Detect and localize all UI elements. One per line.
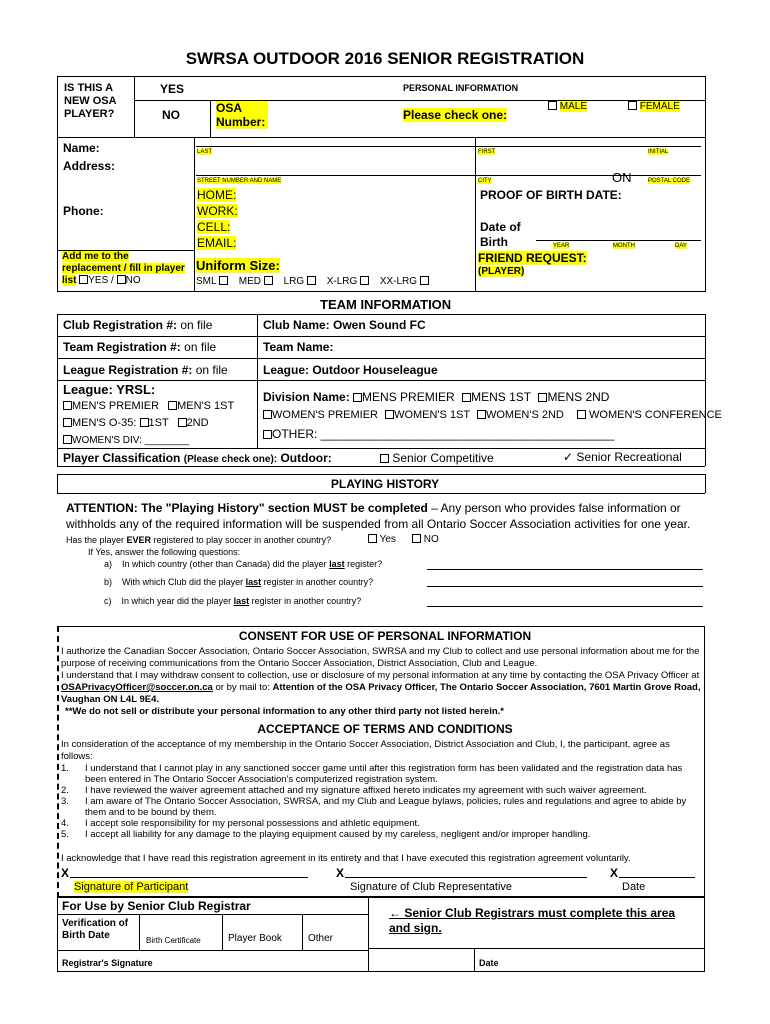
league-name: League: Outdoor Houseleague [263, 363, 438, 377]
ever-yes-checkbox[interactable] [368, 534, 377, 543]
replacement-yes-checkbox[interactable] [79, 275, 88, 284]
consent-p2b: or by mail to: [212, 682, 273, 693]
address-label: Address: [63, 159, 116, 173]
mens-o35-row [63, 417, 209, 429]
senior-recreational-option[interactable] [563, 450, 682, 464]
senior-competitive-label: Senior Competitive [392, 451, 494, 465]
club-registration [63, 318, 212, 332]
female-option[interactable] [628, 101, 680, 112]
size-xlrg-checkbox[interactable] [360, 276, 369, 285]
league-reg-value: on file [195, 363, 228, 377]
attention-paragraph [66, 500, 706, 532]
question-a [104, 559, 382, 569]
terms-item [61, 763, 701, 785]
div-womens-2nd-checkbox[interactable] [477, 410, 486, 419]
qb-last: last [245, 577, 262, 587]
dob-year-label: YEAR [553, 243, 570, 249]
question-b [104, 577, 373, 587]
senior-recreational-label: Senior Recreational [576, 450, 682, 464]
signature-participant-label[interactable]: Signature of Participant [74, 881, 189, 893]
last-name-label: LAST [197, 149, 213, 155]
female-checkbox[interactable] [628, 101, 637, 110]
qb-pre: With which Club did the player [122, 577, 246, 587]
senior-competitive-option[interactable] [380, 451, 494, 465]
consent-body [61, 646, 701, 718]
division-row2 [263, 409, 722, 421]
o35-2nd-checkbox[interactable] [178, 418, 187, 427]
terms-item-number: 1. [61, 763, 69, 774]
team-name: Team Name: [263, 340, 334, 354]
div-womens-1st-label: WOMEN'S 1ST [394, 409, 470, 421]
rep-x: X [336, 866, 345, 880]
cell-phone-label: CELL: [197, 220, 231, 234]
terms-body [61, 739, 701, 840]
womens-div-checkbox[interactable] [63, 435, 72, 444]
acknowledgement: I acknowledge that I have read this registration agreement in its entirety and that I have executed this registration agreement voluntarily. [61, 853, 631, 864]
new-player-yes[interactable]: YES [160, 82, 185, 96]
uniform-size-options [196, 276, 429, 287]
registrar-date-label[interactable]: Date [479, 958, 499, 968]
qb-letter: b) [104, 577, 113, 587]
league-yrsl [63, 382, 155, 397]
registrar-heading: For Use by Senior Club Registrar [62, 899, 251, 913]
terms-item [61, 829, 701, 840]
registrar-signature-label[interactable]: Registrar's Signature [62, 958, 153, 968]
if-yes-instruction: If Yes, answer the following questions: [88, 547, 241, 557]
division-other-row [263, 427, 614, 441]
team-registration [63, 340, 216, 354]
personal-info-heading: PERSONAL INFORMATION [403, 83, 519, 93]
birth-certificate-option[interactable]: Birth Certificate [146, 936, 201, 945]
mens-o35-checkbox[interactable] [63, 418, 72, 427]
team-reg-label: Team Registration #: [63, 340, 181, 354]
terms-item-number: 3. [61, 796, 69, 807]
consent-p2c: Attention of the OSA Privacy Officer, The Ontario Soccer Association, 7601 Martin Grove Road, Vaughan ON L4L 9E4. [61, 682, 701, 705]
male-label: MALE [559, 101, 588, 112]
outdoor-label: Outdoor: [280, 451, 332, 465]
club-name: Club Name: Owen Sound FC [263, 318, 426, 332]
friend-request-label: FRIEND REQUEST: [478, 251, 587, 265]
terms-item-number: 2. [61, 785, 69, 796]
size-lrg-checkbox[interactable] [307, 276, 316, 285]
uniform-size-label: Uniform Size: [196, 258, 280, 273]
participant-x: X [61, 866, 70, 880]
attention-rest: – Any person who provides false information or withholds any of the required information will be suspended from all Ontario Soccer Association activities for one year. [66, 501, 691, 531]
terms-item-text: I accept all liability for any damage to the playing equipment caused by my careless, negligent and/or improper handling. [85, 829, 591, 840]
male-option[interactable] [548, 101, 587, 112]
div-mens-2nd-label: MENS 2ND [547, 390, 610, 404]
postal-code-label: POSTAL CODE [648, 178, 691, 184]
team-reg-value: on file [184, 340, 217, 354]
qc-last: last [233, 596, 250, 606]
verification-label: Verification of Birth Date [62, 918, 129, 941]
league-reg-label: League Registration #: [63, 363, 193, 377]
player-book-option[interactable]: Player Book [228, 933, 282, 944]
size-sml-checkbox[interactable] [219, 276, 228, 285]
phone-label: Phone: [63, 204, 104, 218]
mens-divisions-row1 [63, 400, 234, 412]
ever-registered-yes[interactable] [368, 534, 396, 545]
terms-heading: ACCEPTANCE OF TERMS AND CONDITIONS [257, 722, 513, 736]
div-mens-premier-label: MENS PREMIER [362, 390, 455, 404]
signature-rep-label[interactable]: Signature of Club Representative [350, 881, 513, 893]
o35-1st-checkbox[interactable] [140, 418, 149, 427]
qc-letter: c) [104, 596, 112, 606]
div-mens-1st-checkbox[interactable] [462, 393, 471, 402]
qa-post: register? [344, 559, 383, 569]
name-label: Name: [63, 141, 100, 155]
date-x: X [610, 866, 619, 880]
terms-item [61, 796, 701, 818]
mens-1st-checkbox[interactable] [168, 401, 177, 410]
div-other-checkbox[interactable] [263, 430, 272, 439]
div-other-label[interactable]: OTHER: ____________________________________________ [272, 427, 615, 441]
privacy-email-link[interactable]: OSAPrivacyOfficer@soccer.on.ca [61, 682, 213, 693]
work-phone-label: WORK: [197, 204, 238, 218]
qa-pre: In which country (other than Canada) did the player [122, 559, 330, 569]
division-label: Division Name: [263, 390, 350, 404]
div-mens-premier-checkbox[interactable] [353, 393, 362, 402]
province-value: ON [612, 170, 632, 185]
senior-competitive-checkbox[interactable] [380, 454, 389, 463]
terms-item-text: I accept sole responsibility for my personal possessions and athletic equipment. [85, 818, 420, 829]
male-checkbox[interactable] [548, 101, 557, 110]
div-womens-1st-checkbox[interactable] [385, 410, 394, 419]
consent-p1: I authorize the Canadian Soccer Association, Ontario Soccer Association, SWRSA and my Club to collect and use personal information about me for the purpose of receiving communications from the Ontario Soccer Association, District Association, Club and League. [61, 646, 700, 669]
terms-item [61, 785, 701, 796]
terms-item-number: 5. [61, 829, 69, 840]
proof-of-birth-label: PROOF OF BIRTH DATE: [480, 188, 622, 202]
size-xlrg-label: X-LRG [326, 276, 358, 287]
league-label: League: [63, 382, 113, 397]
div-womens-premier-label: WOMEN'S PREMIER [272, 409, 378, 421]
date-of-birth-label: Date of Birth [480, 220, 521, 249]
div-womens-conf-label: WOMEN'S CONFERENCE [589, 409, 722, 421]
q-ever: EVER [126, 535, 152, 545]
home-phone-label: HOME: [197, 188, 237, 202]
size-lrg-label: LRG [283, 276, 305, 287]
question-c [104, 596, 361, 606]
attention-bold: ATTENTION: The "Playing History" section MUST be completed [66, 501, 428, 515]
qc-pre: In which year did the player [121, 596, 234, 606]
terms-item-number: 4. [61, 818, 69, 829]
size-xxlrg-label: XX-LRG [379, 276, 418, 287]
womens-div-label: WOMEN'S DIV: ________ [72, 435, 190, 446]
city-label: CITY [478, 178, 492, 184]
terms-item-text: I am aware of The Ontario Soccer Association, SWRSA, and my Club and League bylaws, policies, rules and regulations and agree to abide by them and to be bound by them. [85, 796, 687, 818]
checkmark-icon: ✓ [563, 450, 574, 464]
size-xxlrg-checkbox[interactable] [420, 276, 429, 285]
other-option[interactable]: Other [308, 933, 334, 944]
replacement-no-label: NO [125, 275, 141, 286]
ever-registered-no[interactable] [412, 534, 439, 545]
o35-1st-label: 1ST [148, 417, 169, 429]
ever-no-label: NO [423, 534, 439, 545]
qa-letter: a) [104, 559, 113, 569]
club-reg-label: Club Registration #: [63, 318, 178, 332]
email-label: EMAIL: [197, 236, 237, 250]
div-womens-premier-checkbox[interactable] [263, 410, 272, 419]
q-suffix: registered to play soccer in another country? [151, 535, 332, 545]
club-reg-value: on file [180, 318, 213, 332]
mens-premier-checkbox[interactable] [63, 401, 72, 410]
consent-p2a: I understand that I may withdraw consent to collection, use or disclosure of my personal information at any time by contacting the OSA Privacy Officer at [61, 670, 700, 681]
mens-1st-label: MEN'S 1ST [177, 400, 235, 412]
page-title: SWRSA OUTDOOR 2016 SENIOR REGISTRATION [185, 49, 585, 68]
size-sml-label: SML [196, 276, 217, 287]
replacement-label: Add me to the replacement / fill in player list [62, 251, 185, 286]
consent-p2 [61, 670, 701, 706]
classification-label: Player Classification [63, 451, 181, 465]
osa-number-label: OSA Number: [216, 101, 268, 129]
check-one-label: Please check one: [403, 108, 508, 122]
signature-date-label[interactable]: Date [622, 881, 646, 893]
ever-registered-question [66, 535, 331, 545]
playing-history-heading: PLAYING HISTORY [330, 477, 440, 491]
first-name-label: FIRST [478, 149, 496, 155]
street-label: STREET NUMBER AND NAME [197, 178, 282, 184]
team-info-heading: TEAM INFORMATION [320, 297, 452, 312]
dob-month-label: MONTH [613, 243, 635, 249]
qa-last: last [329, 559, 345, 569]
q-prefix: Has the player [66, 535, 127, 545]
replacement-list [62, 251, 190, 287]
consent-heading: CONSENT FOR USE OF PERSONAL INFORMATION [238, 629, 532, 643]
ever-no-checkbox[interactable] [412, 534, 421, 543]
terms-item-text: I have reviewed the waiver agreement attached and my signature affixed hereto indicates my agreement with such waiver agreement. [85, 785, 647, 796]
replacement-no-checkbox[interactable] [117, 275, 126, 284]
qc-post: register in another country? [249, 596, 362, 606]
new-player-no[interactable]: NO [162, 108, 180, 122]
div-womens-2nd-label: WOMEN'S 2ND [485, 409, 564, 421]
initial-label: INITIAL [648, 149, 669, 155]
ever-yes-label: Yes [379, 534, 396, 545]
female-label: FEMALE [639, 101, 680, 112]
terms-item-text: I understand that I cannot play in any sanctioned soccer game until after this registration form has been validated and the registration data has been entered in The Ontario Soccer Association's computerized registration system. [85, 763, 683, 785]
league-registration [63, 363, 228, 377]
dob-day-label: DAY [675, 243, 687, 249]
terms-intro: In consideration of the acceptance of my membership in the Ontario Soccer Association, District Association and Club, I, the participant, agree as follows: [61, 739, 670, 762]
friend-request-player-label: (PLAYER) [478, 266, 525, 277]
terms-item [61, 818, 701, 829]
player-classification-row [63, 451, 332, 465]
o35-2nd-label: 2ND [186, 417, 209, 429]
size-med-checkbox[interactable] [264, 276, 273, 285]
mens-premier-label: MEN'S PREMIER [72, 400, 160, 412]
womens-div-row [63, 435, 189, 446]
classification-note: (Please check one): [183, 454, 278, 465]
registrar-note: ← Senior Club Registrars must complete this area and sign. [389, 906, 676, 935]
div-womens-conf-checkbox[interactable] [577, 410, 586, 419]
div-mens-1st-label: MENS 1ST [471, 390, 532, 404]
consent-p3: **We do not sell or distribute your personal information to any other third party not listed herein.* [65, 706, 504, 717]
replacement-yes-label: YES / [88, 275, 114, 286]
size-med-label: MED [238, 276, 261, 287]
mens-o35-label: MEN'S O-35: [72, 417, 137, 429]
division-row1 [263, 390, 609, 404]
qb-post: register in another country? [261, 577, 374, 587]
league-value: YRSL: [116, 382, 156, 397]
new-player-question: IS THIS A NEW OSA PLAYER? [64, 82, 117, 120]
